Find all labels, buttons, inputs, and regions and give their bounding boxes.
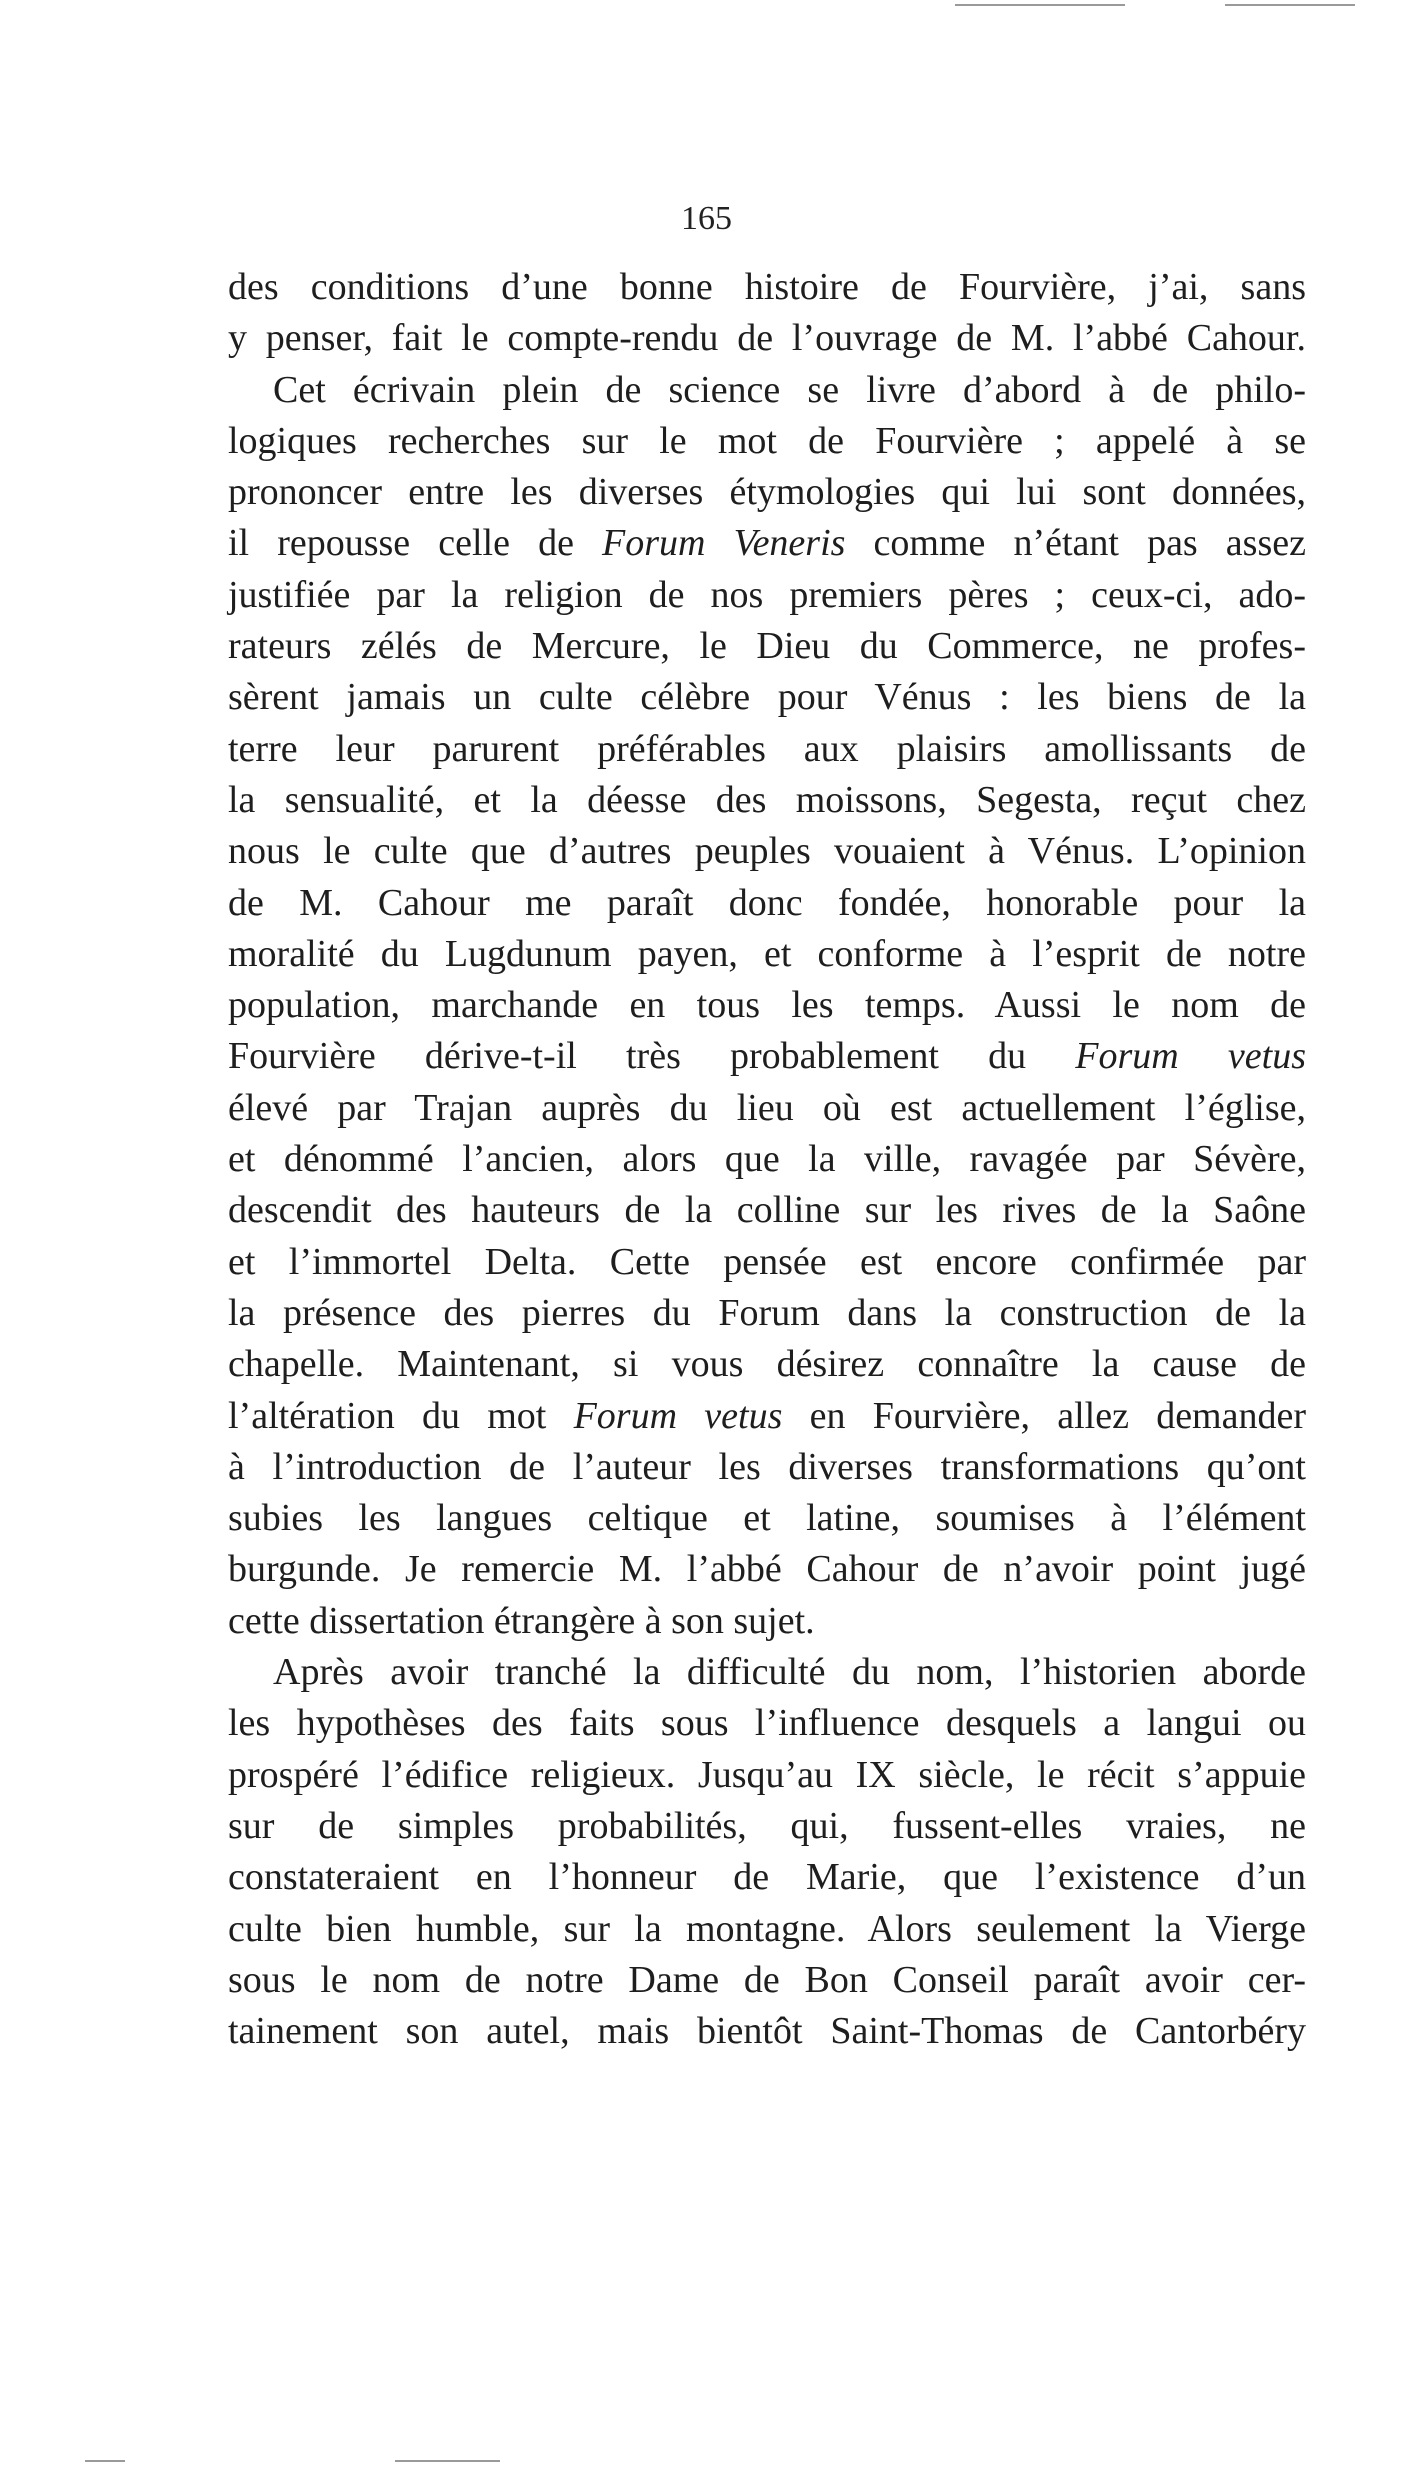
- text-line: Fourvière dérive-t-il très probablement du Forum vetus: [228, 1035, 1306, 1078]
- paragraph-start-line: Cet écrivain plein de science se livre d’abord à de philo-: [273, 368, 1306, 411]
- text-line: terre leur parurent préférables aux plaisirs amollissants de: [228, 727, 1306, 770]
- text-line: et dénommé l’ancien, alors que la ville, ravagée par Sévère,: [228, 1138, 1306, 1181]
- text-line: culte bien humble, sur la montagne. Alors seulement la Vierge: [228, 1907, 1306, 1950]
- text-line: la sensualité, et la déesse des moissons, Segesta, reçut chez: [228, 778, 1306, 821]
- text-line: y penser, fait le compte-rendu de l’ouvrage de M. l’abbé Cahour.: [228, 317, 1306, 360]
- latin-term: Forum vetus: [573, 1394, 783, 1437]
- paragraph-end-line: cette dissertation étrangère à son sujet.: [228, 1599, 815, 1642]
- text-line: subies les langues celtique et latine, soumises à l’élément: [228, 1497, 1306, 1540]
- text-line: rateurs zélés de Mercure, le Dieu du Commerce, ne profes-: [228, 625, 1306, 668]
- text-line: tainement son autel, mais bientôt Saint-Thomas de Cantorbéry: [228, 2010, 1306, 2053]
- scan-edge-mark: [395, 2460, 500, 2462]
- text-line: à l’introduction de l’auteur les diverses transformations qu’ont: [228, 1445, 1306, 1488]
- text-line: sous le nom de notre Dame de Bon Conseil paraît avoir cer-: [228, 1958, 1306, 2001]
- text-line: de M. Cahour me paraît donc fondée, honorable pour la: [228, 881, 1306, 924]
- body-text: [228, 262, 1306, 2057]
- text-line: l’altération du mot Forum vetus en Fourvière, allez demander: [228, 1394, 1306, 1437]
- text-line: logiques recherches sur le mot de Fourvière ; appelé à se: [228, 419, 1306, 462]
- text-line: nous le culte que d’autres peuples vouaient à Vénus. L’opinion: [228, 830, 1306, 873]
- page-number: 165: [681, 200, 732, 237]
- scan-edge-mark: [85, 2460, 125, 2462]
- scan-edge-mark: [1225, 4, 1355, 6]
- text-line: constateraient en l’honneur de Marie, que l’existence d’un: [228, 1856, 1306, 1899]
- text-line: prospéré l’édifice religieux. Jusqu’au IX siècle, le récit s’appuie: [228, 1753, 1306, 1796]
- text-line: les hypothèses des faits sous l’influence desquels a langui ou: [228, 1702, 1306, 1745]
- latin-term: Forum Veneris: [602, 522, 846, 565]
- text-line: justifiée par la religion de nos premiers pères ; ceux-ci, ado-: [228, 573, 1306, 616]
- text-line: et l’immortel Delta. Cette pensée est encore confirmée par: [228, 1240, 1306, 1283]
- text-line: population, marchande en tous les temps. Aussi le nom de: [228, 984, 1306, 1027]
- text-line: prononcer entre les diverses étymologies qui lui sont données,: [228, 471, 1306, 514]
- text-line: sur de simples probabilités, qui, fussent-elles vraies, ne: [228, 1804, 1306, 1847]
- text-line: sèrent jamais un culte célèbre pour Vénus : les biens de la: [228, 676, 1306, 719]
- text-line: descendit des hauteurs de la colline sur les rives de la Saône: [228, 1189, 1306, 1232]
- latin-term: Forum vetus: [1075, 1035, 1306, 1078]
- text-line: chapelle. Maintenant, si vous désirez connaître la cause de: [228, 1343, 1306, 1386]
- text-line: burgunde. Je remercie M. l’abbé Cahour de n’avoir point jugé: [228, 1548, 1306, 1591]
- scan-edge-mark: [955, 4, 1125, 6]
- text-line: des conditions d’une bonne histoire de Fourvière, j’ai, sans: [228, 266, 1306, 308]
- text-line: la présence des pierres du Forum dans la construction de la: [228, 1291, 1306, 1334]
- text-line: moralité du Lugdunum payen, et conforme à l’esprit de notre: [228, 932, 1306, 975]
- text-line: il repousse celle de Forum Veneris comme n’étant pas assez: [228, 522, 1306, 565]
- text-line: élevé par Trajan auprès du lieu où est actuellement l’église,: [228, 1086, 1306, 1129]
- paragraph-start-line: Après avoir tranché la difficulté du nom, l’historien aborde: [273, 1651, 1306, 1694]
